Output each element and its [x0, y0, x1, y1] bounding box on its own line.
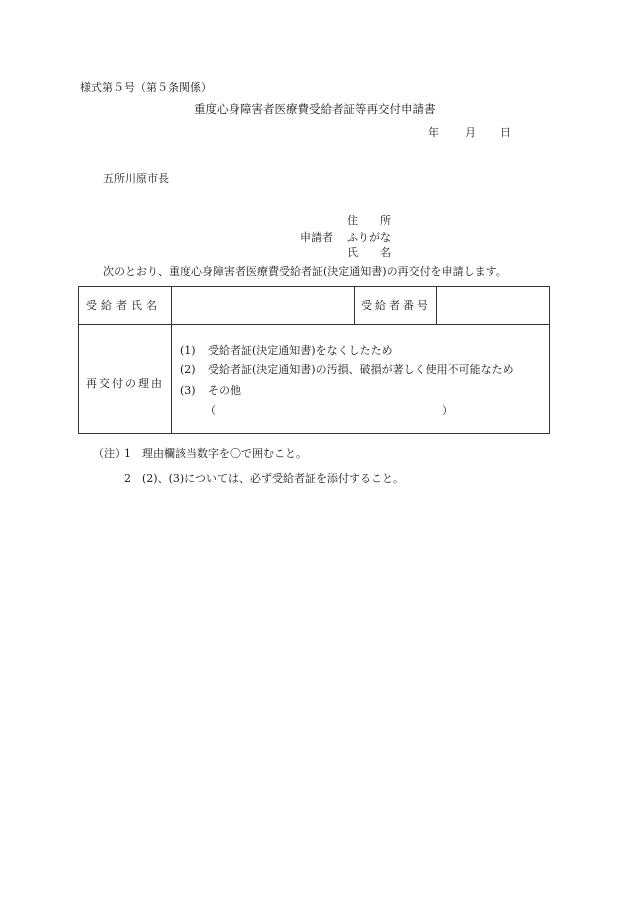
applicant-label: 申請者 — [300, 231, 333, 244]
furigana-text: ふりがな — [347, 231, 391, 244]
document-title: 重度心身障害者医療費受給者証等再交付申請書 — [194, 102, 436, 116]
recipient-number-label: 受給者番号 — [361, 299, 431, 312]
addressee: 五所川原市長 — [103, 172, 169, 185]
address-char-2: 所 — [380, 214, 391, 227]
other-close-paren: ） — [442, 404, 453, 417]
table-col-divider — [171, 287, 172, 433]
date-fields — [428, 126, 518, 142]
reason-text: 受給者証(決定通知書)をなくしたため — [208, 344, 393, 357]
reason-text: その他 — [208, 384, 241, 397]
note-item-1 — [124, 447, 307, 460]
name-char-2: 名 — [380, 246, 391, 259]
reason-text: 受給者証(決定通知書)の汚損、破損が著しく使用不可能なため — [208, 363, 514, 376]
date-day-label: 日 — [500, 126, 511, 139]
address-label — [347, 214, 397, 228]
furigana-label — [347, 231, 397, 245]
name-char-1: 氏 — [347, 246, 358, 259]
note-number: 2 — [124, 472, 131, 485]
table-col-divider — [354, 287, 355, 324]
reason-label: 再交付の理由 — [86, 377, 164, 390]
request-statement: 次のとおり、重度心身障害者医療費受給者証(決定通知書)の再交付を申請します。 — [103, 265, 507, 278]
table-row-divider — [79, 324, 549, 325]
name-label — [347, 246, 397, 260]
reason-number: (3) — [180, 384, 196, 397]
other-open-paren: （ — [205, 404, 216, 417]
note-text: (2)、(3)については、必ず受給者証を添付すること。 — [142, 472, 404, 485]
reason-number: (2) — [180, 363, 196, 376]
note-item-2 — [124, 472, 404, 485]
reason-option-3 — [180, 384, 241, 397]
note-text: 理由欄該当数字を〇で囲むこと。 — [142, 447, 307, 460]
applicant-block — [300, 214, 420, 264]
date-month-label: 月 — [465, 126, 476, 139]
address-char-1: 住 — [347, 214, 358, 227]
recipient-name-label: 受給者氏名 — [86, 299, 161, 312]
application-table — [78, 286, 550, 434]
reason-option-1 — [180, 344, 393, 357]
date-year-label: 年 — [428, 126, 439, 139]
reason-number: (1) — [180, 344, 196, 357]
note-number: 1 — [124, 447, 131, 460]
reason-option-2 — [180, 363, 514, 376]
form-number: 様式第５号（第５条関係） — [80, 81, 212, 94]
notes-label: （注） — [93, 447, 126, 460]
table-col-divider — [436, 287, 437, 324]
